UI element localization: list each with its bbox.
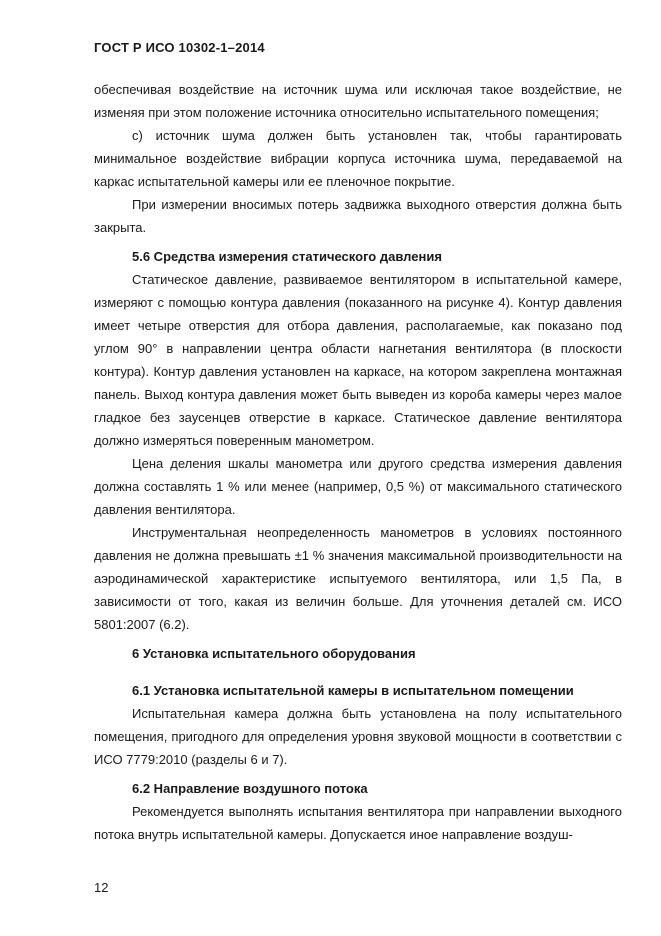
paragraph-static-pressure: Статическое давление, развиваемое вентилятором в испытательной камере, измеряют с помощью контура давления (показанного на рисунке 4). Контур давления имеет четыре отверстия для отбора давления, располагаемые, как показано под углом 90° в направлении центра области нагнетания вентилятора (в плоскости контура). Контур давления установлен на каркасе, на котором закреплена монтажная панель. Выход контура давления может быть выведен из короба камеры через малое гладкое без заусенцев отверстие в каркасе. Статическое давление вентилятора должно измеряться поверенным манометром. [94, 272, 622, 448]
document-header-title: ГОСТ Р ИСО 10302-1–2014 [94, 40, 265, 55]
paragraph-list-item-c: с) источник шума должен быть установлен так, чтобы гарантировать минимальное воздействие вибрации корпуса источника шума, передаваемой на каркас испытательной камеры или ее пленочное покрытие. [94, 128, 622, 189]
heading-6-2: 6.2 Направление воздушного потока [132, 781, 368, 796]
paragraph-airflow-direction: Рекомендуется выполнять испытания вентилятора при направлении выходного потока внутрь испытательной камеры. Допускается иное направление воздуш- [94, 804, 622, 842]
heading-6: 6 Установка испытательного оборудования [132, 646, 416, 661]
paragraph-instrument-uncertainty: Инструментальная неопределенность манометров в условиях постоянного давления не должна превышать ±1 % значения максимальной производительности на аэродинамической характеристике испытуемого вентилятора, или 1,5 Па, в зависимости от того, какая из величин больше. Для уточнения деталей см. ИСО 5801:2007 (6.2). [94, 525, 622, 632]
paragraph-manometer-scale: Цена деления шкалы манометра или другого средства измерения давления должна составлять 1 % или менее (например, 0,5 %) от максимального статического давления вентилятора. [94, 456, 622, 517]
document-body [94, 78, 622, 846]
heading-5-6: 5.6 Средства измерения статического давления [132, 249, 442, 264]
paragraph-continuation: обеспечивая воздействие на источник шума или исключая такое воздействие, не изменяя при этом положение источника относительно испытательного помещения; [94, 82, 622, 120]
paragraph-chamber-installation: Испытательная камера должна быть установлена на полу испытательного помещения, пригодного для определения уровня звуковой мощности в соответствии с ИСО 7779:2010 (разделы 6 и 7). [94, 706, 622, 767]
paragraph-insertion-loss: При измерении вносимых потерь задвижка выходного отверстия должна быть закрыта. [94, 197, 622, 235]
heading-6-1: 6.1 Установка испытательной камеры в испытательном помещении [132, 683, 574, 698]
page-number: 12 [94, 880, 109, 895]
